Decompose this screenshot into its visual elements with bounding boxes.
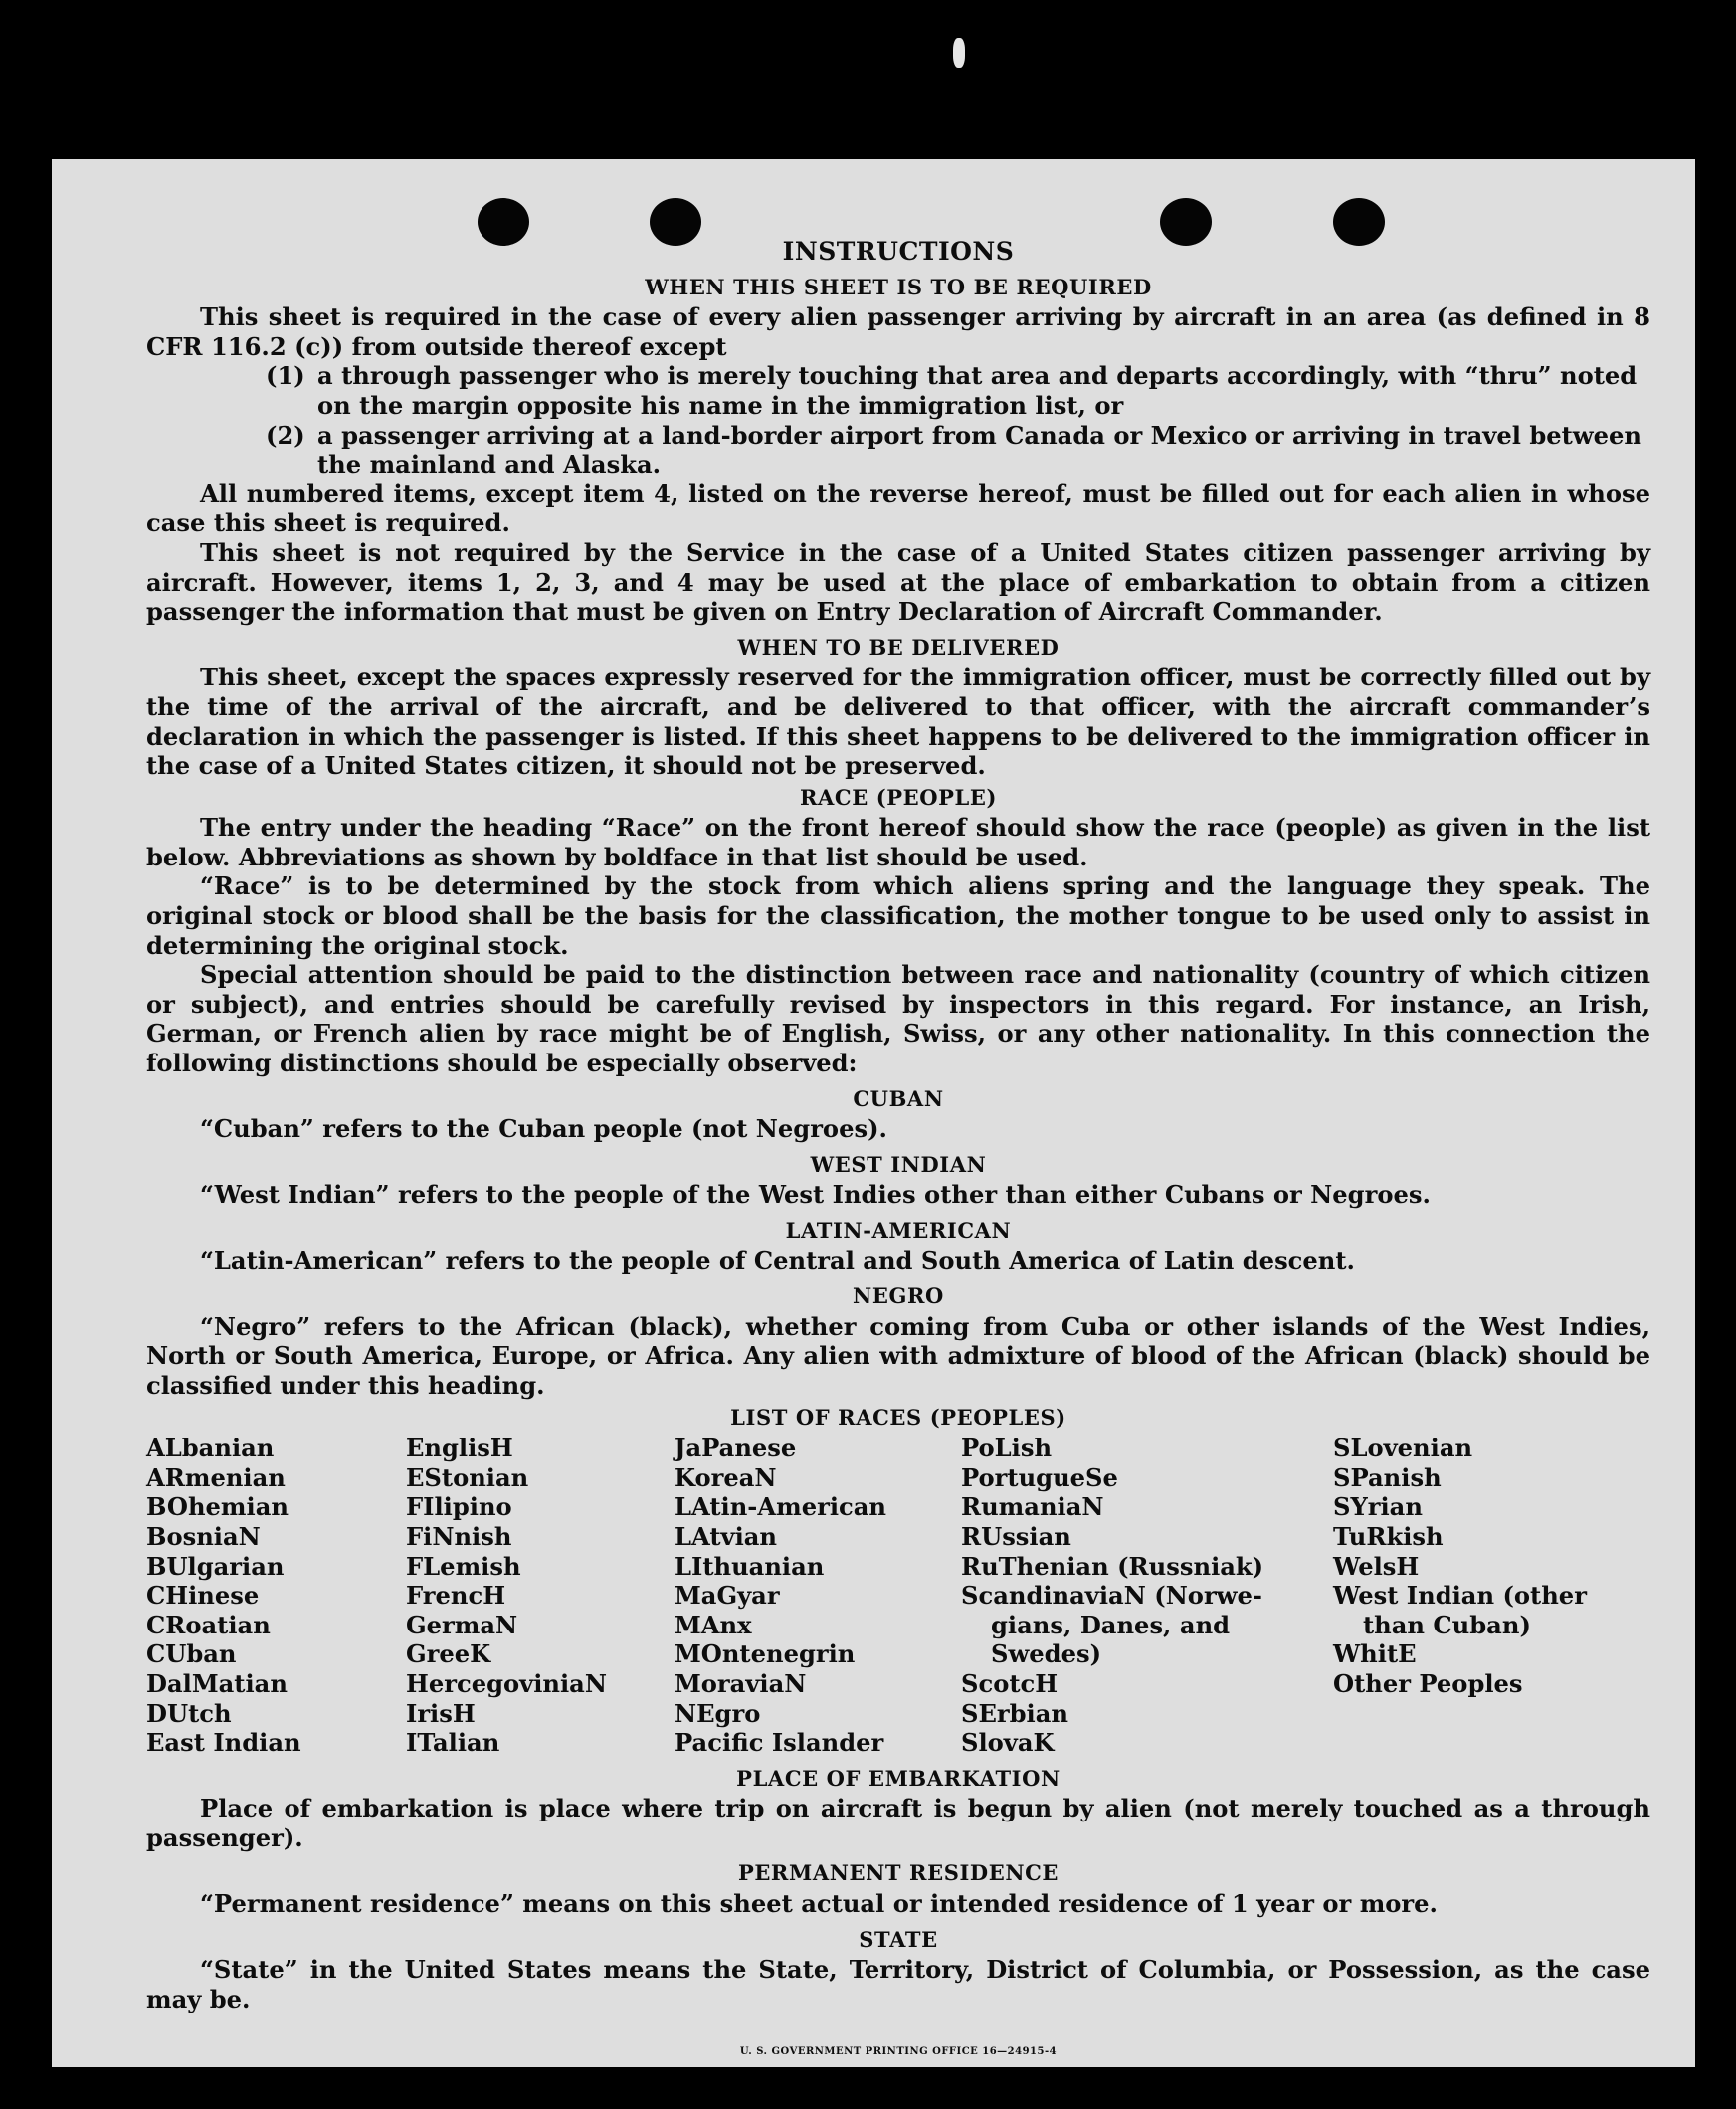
paragraph: “West Indian” refers to the people of the West Indies other than either Cubans or Negroes. (200, 1180, 1431, 1210)
paragraph: “State” in the United States means the State, Territory, District of Columbia, or Possession, as the case may be. (146, 1955, 1650, 2013)
item-text: a passenger arriving at a land-border airport from Canada or Mexico or arriving in travel between the mainland and Alaska. (317, 420, 1641, 479)
race-item: ARmenian (146, 1462, 286, 1492)
race-list (146, 1434, 1650, 1758)
section-heading: WEST INDIAN (810, 1151, 987, 1177)
section-heading: NEGRO (853, 1283, 944, 1309)
race-item: FLemish (406, 1551, 521, 1581)
race-item: SErbian (961, 1698, 1069, 1728)
race-column (961, 1434, 1333, 1758)
section-heading: LATIN-AMERICAN (785, 1218, 1012, 1243)
race-item: LAtin-American (675, 1492, 886, 1522)
paragraph: “Latin-American” refers to the people of Central and South America of Latin descent. (200, 1246, 1355, 1275)
section-heading: STATE (859, 1926, 938, 1952)
item-number: (1) (266, 361, 305, 391)
race-item: SlovaK (961, 1728, 1055, 1758)
document-body (146, 237, 1650, 2067)
numbered-item (266, 421, 1650, 479)
item-number: (2) (266, 420, 305, 450)
race-item: CRoatian (146, 1610, 271, 1639)
paragraph: This sheet is required in the case of every alien passenger arriving by aircraft in an area (as defined in 8 CFR 116.2 (c)) from outside thereof except (146, 302, 1650, 361)
race-item: BosniaN (146, 1521, 261, 1551)
instruction-sheet (52, 159, 1695, 2067)
race-item: PoLish (961, 1434, 1053, 1463)
race-item: LAtvian (675, 1521, 778, 1551)
race-item: NEgro (675, 1698, 761, 1728)
race-item: LIthuanian (675, 1551, 825, 1581)
race-item: MaGyar (675, 1581, 780, 1611)
race-item: DUtch (146, 1698, 232, 1728)
race-item: Other Peoples (1333, 1668, 1523, 1698)
race-item: WhitE (1333, 1639, 1417, 1669)
paragraph: Special attention should be paid to the distinction between race and nationality (country of which citizen or subject), and entries should be carefully revised by inspectors in this regard. For instance, an Irish, German, or French alien by race might be of English, Swiss, or any other nationality. In this connection the following distinctions should be especially observed: (146, 960, 1650, 1078)
race-item: RumaniaN (961, 1492, 1104, 1522)
race-item: EStonian (406, 1462, 529, 1492)
race-column (146, 1434, 406, 1758)
numbered-item (266, 361, 1650, 420)
paragraph: “Race” is to be determined by the stock from which aliens spring and the language they speak. The original stock or blood shall be the basis for the classification, the mother tongue to be used only to assist in determining the original stock. (146, 871, 1650, 960)
section-heading: PERMANENT RESIDENCE (737, 1860, 1060, 1886)
item-text: a through passenger who is merely touching that area and departs accordingly, with “thru” noted on the margin opposite his name in the immigration list, or (317, 361, 1638, 420)
paragraph: Place of embarkation is place where trip on aircraft is begun by alien (not merely touched as a through passenger). (146, 1794, 1650, 1852)
race-item: East Indian (146, 1728, 301, 1758)
paragraph: This sheet, except the spaces expressly reserved for the immigration officer, must be correctly filled out by the time of the arrival of the aircraft, and be delivered to that officer, with the aircraft commander’s declaration in which the passenger is listed. If this sheet happens to be delivered to the immigration officer in the case of a United States citizen, it should not be preserved. (146, 663, 1650, 781)
paragraph: “Permanent residence” means on this sheet actual or intended residence of 1 year or more. (200, 1889, 1438, 1919)
paragraph: This sheet is not required by the Service in the case of a United States citizen passenger arriving by aircraft. However, items 1, 2, 3, and 4 may be used at the place of embarkation to obtain from a citizen passenger the information that must be given on Entry Declaration of Aircraft Commander. (146, 537, 1650, 627)
section-heading: CUBAN (853, 1085, 944, 1111)
race-item: MoraviaN (675, 1668, 807, 1698)
paragraph: All numbered items, except item 4, listed on the reverse hereof, must be filled out for each alien in whose case this sheet is required. (146, 479, 1650, 538)
race-item: FrencH (406, 1581, 506, 1611)
race-item: CHinese (146, 1581, 260, 1611)
section-heading: RACE (PEOPLE) (799, 784, 998, 810)
section-heading: LIST OF RACES (PEOPLES) (730, 1404, 1066, 1430)
race-item: Swedes) (991, 1639, 1102, 1669)
race-item: JaPanese (675, 1434, 797, 1463)
race-item: ALbanian (146, 1434, 275, 1463)
race-item: HercegoviniaN (406, 1668, 607, 1698)
race-item: GreeK (406, 1639, 491, 1669)
race-item: KoreaN (675, 1462, 777, 1492)
race-item: SPanish (1333, 1462, 1442, 1492)
race-item: RUssian (961, 1521, 1071, 1551)
printer-imprint: U. S. GOVERNMENT PRINTING OFFICE 16—24915-4 (739, 2046, 1058, 2058)
race-item: WelsH (1333, 1551, 1420, 1581)
race-item: BOhemian (146, 1492, 289, 1522)
race-item: FIlipino (406, 1492, 512, 1522)
race-item: PortugueSe (961, 1462, 1118, 1492)
race-item: ITalian (406, 1728, 500, 1758)
race-item: than Cuban) (1363, 1610, 1531, 1639)
race-column (406, 1434, 675, 1758)
race-item: SYrian (1333, 1492, 1423, 1522)
race-item: Pacific Islander (675, 1728, 884, 1758)
race-item: SLovenian (1333, 1434, 1473, 1463)
race-column (675, 1434, 961, 1758)
scan-speck (953, 38, 965, 68)
race-item: gians, Danes, and (991, 1610, 1231, 1639)
race-item: EnglisH (406, 1434, 513, 1463)
race-item: CUban (146, 1639, 237, 1669)
section-heading: PLACE OF EMBARKATION (736, 1765, 1061, 1791)
paragraph: The entry under the heading “Race” on the front hereof should show the race (people) as given in the list below. Abbreviations as shown by boldface in that list should be used. (146, 813, 1650, 871)
section-heading: WHEN THIS SHEET IS TO BE REQUIRED (645, 274, 1152, 299)
race-column (1333, 1434, 1650, 1758)
race-item: MOntenegrin (675, 1639, 856, 1669)
race-item: West Indian (other (1333, 1581, 1587, 1611)
race-item: FiNnish (406, 1521, 512, 1551)
race-item: RuThenian (Russniak) (961, 1551, 1264, 1581)
race-item: ScotcH (961, 1668, 1059, 1698)
race-item: IrisH (406, 1698, 476, 1728)
race-item: ScandinaviaN (Norwe- (961, 1581, 1262, 1611)
race-item: BUlgarian (146, 1551, 285, 1581)
race-item: TuRkish (1333, 1521, 1444, 1551)
race-item: MAnx (675, 1610, 752, 1639)
race-item: GermaN (406, 1610, 518, 1639)
section-heading: WHEN TO BE DELIVERED (737, 634, 1060, 660)
paragraph: “Cuban” refers to the Cuban people (not Negroes). (200, 1114, 887, 1144)
race-item: DalMatian (146, 1668, 288, 1698)
paragraph: “Negro” refers to the African (black), whether coming from Cuba or other islands of the West Indies, North or South America, Europe, or Africa. Any alien with admixture of blood of the African (black) should be classified under this heading. (146, 1311, 1650, 1400)
page-title: INSTRUCTIONS (782, 237, 1015, 266)
